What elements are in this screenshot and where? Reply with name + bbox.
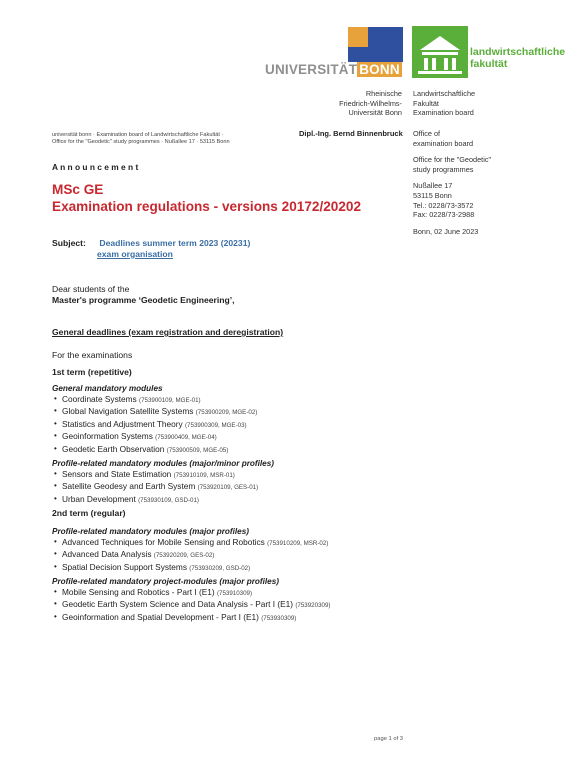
list-item xyxy=(52,562,328,574)
module-name: Geoinformation Systems xyxy=(62,431,153,442)
module-name: Sensors and State Estimation xyxy=(62,469,172,479)
module-code: (753910309) xyxy=(216,590,253,597)
announcement-label: A n n o u n c e m e n t xyxy=(52,162,139,172)
list-item xyxy=(52,419,257,431)
sidebar-office-geodetic: study programmes xyxy=(413,164,474,174)
faculty-address-line: Examination board xyxy=(413,108,474,118)
module-code: (753910109, MSR-01) xyxy=(173,472,235,479)
faculty-logo-building-icon xyxy=(412,26,468,78)
sender-line-2: Office for the "Geodetic" study programmes · Nußallee 17 · 53115 Bonn xyxy=(52,139,230,146)
university-address xyxy=(339,89,402,118)
list-item xyxy=(52,481,274,493)
sender-line-1: universität bonn · Examination board of Landwirtschaftliche Fakultät · xyxy=(52,132,224,138)
list-item xyxy=(52,537,328,549)
faculty-logo-line-1: landwirtschaftliche xyxy=(470,46,565,58)
module-code: (753910209, MSR-02) xyxy=(267,540,329,547)
sidebar-address-line: Tel.: 0228/73-3572 xyxy=(413,200,474,210)
module-code: (753900509, MGE-05) xyxy=(166,446,229,454)
faculty-address-line: Landwirtschaftliche xyxy=(413,89,476,98)
module-list xyxy=(52,537,328,574)
list-item xyxy=(52,444,257,456)
module-name: Mobile Sensing and Robotics - Part I (E1) xyxy=(62,587,215,597)
salutation xyxy=(52,284,235,306)
sidebar-address-line: Fax: 0228/73-2988 xyxy=(413,210,475,220)
module-code: (753930109, GSD-01) xyxy=(138,496,199,504)
module-name: Satellite Geodesy and Earth System xyxy=(62,481,196,492)
sidebar-date: Bonn, 02 June 2023 xyxy=(413,226,479,236)
module-code: (753930309) xyxy=(261,614,297,622)
module-list xyxy=(52,587,330,624)
module-name: Geodetic Earth Observation xyxy=(62,443,165,454)
title-line-2: Examination regulations - versions 20172/20202 xyxy=(52,199,362,214)
list-item xyxy=(52,469,274,481)
term-1-heading: 1st term (repetitive) xyxy=(52,367,132,377)
for-examinations: For the examinations xyxy=(52,350,133,360)
module-list xyxy=(52,394,257,456)
module-name: Coordinate Systems xyxy=(62,394,137,404)
module-code: (753900409, MGE-04) xyxy=(155,434,217,442)
section-title: Profile-related mandatory project-modules (major profiles) xyxy=(52,577,280,586)
module-code: (753900109, MGE-01) xyxy=(139,397,201,404)
sidebar-office-geodetic: Office for the "Geodetic" xyxy=(413,155,492,165)
module-name: Spatial Decision Support Systems xyxy=(62,561,187,572)
module-code: (753920109, GES-01) xyxy=(197,484,259,492)
module-code: (753900209, MGE-02) xyxy=(195,409,258,417)
term-2-heading: 2nd term (regular) xyxy=(52,508,126,518)
signatory: Dipl.-Ing. Bernd Binnenbruck xyxy=(299,129,403,138)
module-name: Urban Development xyxy=(62,493,136,504)
term-2-section xyxy=(52,526,328,574)
page-number: page 1 of 3 xyxy=(374,736,404,742)
section-title: Profile-related mandatory modules (major profiles) xyxy=(52,527,249,536)
faculty-logo xyxy=(412,26,565,80)
list-item xyxy=(52,549,328,561)
module-name: Advanced Techniques for Mobile Sensing and Robotics xyxy=(62,537,265,547)
university-logo xyxy=(265,25,403,79)
section-title: Profile-related mandatory modules (major/minor profiles) xyxy=(52,459,275,468)
subject-label: Subject: xyxy=(52,238,86,248)
term-1-section xyxy=(52,458,274,506)
sender-line xyxy=(52,132,230,146)
faculty-logo-line-2: fakultät xyxy=(470,58,508,70)
term-1-section xyxy=(52,383,257,456)
page-title xyxy=(52,181,361,215)
sidebar xyxy=(413,129,491,236)
subject-line-1: Deadlines summer term 2023 (20231) xyxy=(99,238,251,248)
faculty-address xyxy=(413,89,475,118)
university-logo-bonn: BONN xyxy=(359,62,400,77)
module-name: Geodetic Earth System Science and Data Analysis - Part I (E1) xyxy=(62,599,294,610)
module-name: Advanced Data Analysis xyxy=(62,549,152,560)
list-item xyxy=(52,394,257,406)
list-item xyxy=(52,587,330,599)
term-2-section xyxy=(52,576,330,624)
list-item xyxy=(52,494,274,506)
module-name: Statistics and Adjustment Theory xyxy=(62,418,183,429)
university-address-line: Rheinische xyxy=(365,89,402,98)
module-code: (753900309, MGE-03) xyxy=(185,421,247,429)
list-item xyxy=(52,406,257,418)
subject-line-2: exam organisation xyxy=(97,249,173,259)
section-title: General mandatory modules xyxy=(52,384,163,393)
salutation-line-2: Master's programme ‘Geodetic Engineering’, xyxy=(52,295,235,305)
module-code: (753920309) xyxy=(295,602,331,610)
sidebar-address-line: Nußallee 17 xyxy=(413,181,453,191)
module-list xyxy=(52,469,274,506)
faculty-address-line: Fakultät xyxy=(413,98,439,108)
subject xyxy=(52,238,250,260)
sidebar-office: Office of xyxy=(413,129,441,138)
module-name: Global Navigation Satellite Systems xyxy=(62,406,194,417)
sidebar-office: examination board xyxy=(413,138,474,148)
university-logo-text: UNIVERSITÄT xyxy=(265,62,358,77)
list-item xyxy=(52,431,257,443)
list-item xyxy=(52,599,330,611)
module-code: (753920209, GES-02) xyxy=(153,552,215,560)
salutation-line-1: Dear students of the xyxy=(52,284,130,294)
module-name: Geoinformation and Spatial Development - Part I (E1) xyxy=(62,611,259,622)
university-address-line: Universität Bonn xyxy=(348,108,402,118)
sidebar-address-line: 53115 Bonn xyxy=(413,190,452,200)
list-item xyxy=(52,612,330,624)
university-address-line: Friedrich-Wilhelms- xyxy=(339,98,402,108)
title-line-1: MSc GE xyxy=(52,182,104,197)
general-deadlines-heading: General deadlines (exam registration and deregistration) xyxy=(52,327,284,337)
module-code: (753930209, GSD-02) xyxy=(189,564,251,572)
